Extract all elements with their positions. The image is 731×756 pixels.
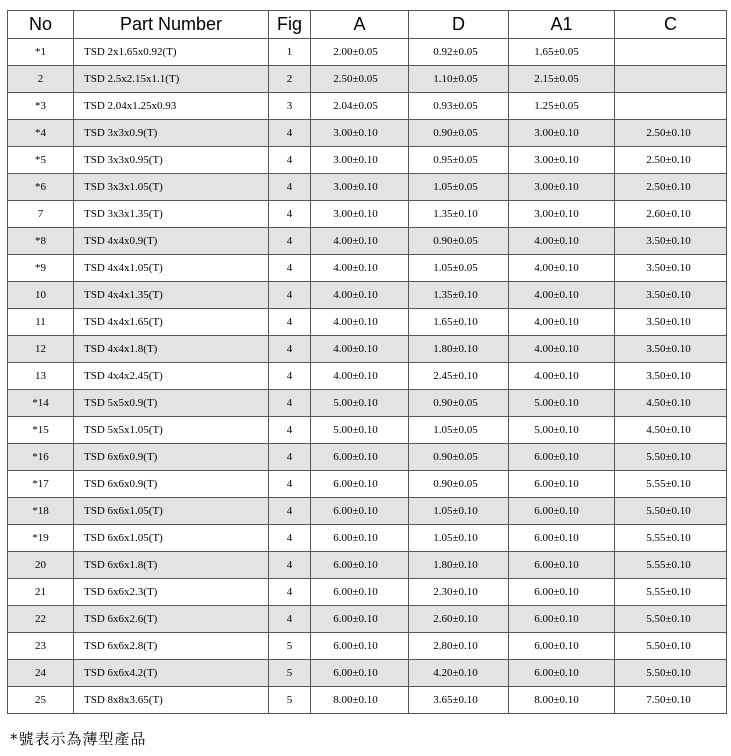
cell-fig: 4 xyxy=(269,417,311,444)
cell-a: 6.00±0.10 xyxy=(311,498,409,525)
header-no: No xyxy=(8,11,74,39)
cell-d: 0.92±0.05 xyxy=(409,39,509,66)
cell-a: 5.00±0.10 xyxy=(311,390,409,417)
cell-a: 4.00±0.10 xyxy=(311,363,409,390)
cell-part-number: TSD 4x4x2.45(T) xyxy=(74,363,269,390)
cell-c: 7.50±0.10 xyxy=(615,687,727,714)
cell-c: 4.50±0.10 xyxy=(615,417,727,444)
cell-no: *15 xyxy=(8,417,74,444)
cell-fig: 4 xyxy=(269,471,311,498)
cell-no: *17 xyxy=(8,471,74,498)
header-fig: Fig xyxy=(269,11,311,39)
table-row xyxy=(8,606,727,633)
cell-c xyxy=(615,66,727,93)
cell-c: 5.50±0.10 xyxy=(615,660,727,687)
cell-a1: 1.65±0.05 xyxy=(509,39,615,66)
table-header xyxy=(8,11,727,39)
table-row xyxy=(8,552,727,579)
cell-d: 0.93±0.05 xyxy=(409,93,509,120)
header-d: D xyxy=(409,11,509,39)
spec-table xyxy=(7,10,727,714)
cell-d: 0.90±0.05 xyxy=(409,390,509,417)
cell-d: 2.30±0.10 xyxy=(409,579,509,606)
cell-no: 11 xyxy=(8,309,74,336)
cell-a: 2.04±0.05 xyxy=(311,93,409,120)
table-row xyxy=(8,579,727,606)
cell-fig: 5 xyxy=(269,633,311,660)
cell-d: 1.05±0.10 xyxy=(409,498,509,525)
cell-fig: 5 xyxy=(269,660,311,687)
cell-a1: 4.00±0.10 xyxy=(509,255,615,282)
table-row xyxy=(8,390,727,417)
cell-c: 3.50±0.10 xyxy=(615,309,727,336)
header-a1: A1 xyxy=(509,11,615,39)
cell-no: 25 xyxy=(8,687,74,714)
table-row xyxy=(8,39,727,66)
cell-fig: 4 xyxy=(269,228,311,255)
cell-c: 5.55±0.10 xyxy=(615,579,727,606)
cell-d: 2.45±0.10 xyxy=(409,363,509,390)
cell-part-number: TSD 4x4x1.65(T) xyxy=(74,309,269,336)
cell-c: 3.50±0.10 xyxy=(615,363,727,390)
cell-a: 4.00±0.10 xyxy=(311,255,409,282)
cell-a1: 3.00±0.10 xyxy=(509,174,615,201)
cell-fig: 4 xyxy=(269,201,311,228)
cell-a: 6.00±0.10 xyxy=(311,606,409,633)
table-row xyxy=(8,498,727,525)
table-row xyxy=(8,66,727,93)
cell-d: 0.90±0.05 xyxy=(409,120,509,147)
cell-part-number: TSD 4x4x1.35(T) xyxy=(74,282,269,309)
cell-part-number: TSD 6x6x4.2(T) xyxy=(74,660,269,687)
cell-c: 2.60±0.10 xyxy=(615,201,727,228)
header-c: C xyxy=(615,11,727,39)
cell-a: 5.00±0.10 xyxy=(311,417,409,444)
cell-d: 1.80±0.10 xyxy=(409,336,509,363)
cell-a1: 6.00±0.10 xyxy=(509,525,615,552)
cell-no: *9 xyxy=(8,255,74,282)
cell-a1: 1.25±0.05 xyxy=(509,93,615,120)
cell-fig: 2 xyxy=(269,66,311,93)
cell-fig: 4 xyxy=(269,552,311,579)
cell-a1: 8.00±0.10 xyxy=(509,687,615,714)
cell-part-number: TSD 6x6x2.8(T) xyxy=(74,633,269,660)
cell-part-number: TSD 6x6x0.9(T) xyxy=(74,444,269,471)
cell-part-number: TSD 5x5x1.05(T) xyxy=(74,417,269,444)
table-body xyxy=(8,39,727,714)
table-row xyxy=(8,363,727,390)
cell-c: 5.50±0.10 xyxy=(615,498,727,525)
table-row xyxy=(8,282,727,309)
cell-fig: 4 xyxy=(269,363,311,390)
cell-a1: 4.00±0.10 xyxy=(509,282,615,309)
cell-fig: 4 xyxy=(269,255,311,282)
table-row xyxy=(8,309,727,336)
cell-d: 1.05±0.05 xyxy=(409,255,509,282)
cell-d: 0.90±0.05 xyxy=(409,471,509,498)
cell-no: *5 xyxy=(8,147,74,174)
cell-fig: 4 xyxy=(269,498,311,525)
cell-a: 6.00±0.10 xyxy=(311,525,409,552)
table-row xyxy=(8,687,727,714)
cell-part-number: TSD 8x8x3.65(T) xyxy=(74,687,269,714)
cell-c: 2.50±0.10 xyxy=(615,120,727,147)
cell-a1: 3.00±0.10 xyxy=(509,201,615,228)
cell-part-number: TSD 5x5x0.9(T) xyxy=(74,390,269,417)
cell-no: 2 xyxy=(8,66,74,93)
cell-a1: 4.00±0.10 xyxy=(509,363,615,390)
cell-c xyxy=(615,93,727,120)
cell-c: 2.50±0.10 xyxy=(615,174,727,201)
table-row xyxy=(8,147,727,174)
cell-a: 4.00±0.10 xyxy=(311,309,409,336)
cell-fig: 4 xyxy=(269,336,311,363)
cell-d: 1.10±0.05 xyxy=(409,66,509,93)
header-part-number: Part Number xyxy=(74,11,269,39)
cell-no: *18 xyxy=(8,498,74,525)
cell-c: 5.55±0.10 xyxy=(615,471,727,498)
table-row xyxy=(8,93,727,120)
cell-no: *6 xyxy=(8,174,74,201)
cell-part-number: TSD 3x3x0.95(T) xyxy=(74,147,269,174)
table-row xyxy=(8,633,727,660)
cell-part-number: TSD 6x6x0.9(T) xyxy=(74,471,269,498)
cell-part-number: TSD 2x1.65x0.92(T) xyxy=(74,39,269,66)
cell-d: 0.90±0.05 xyxy=(409,444,509,471)
cell-part-number: TSD 3x3x1.05(T) xyxy=(74,174,269,201)
cell-fig: 4 xyxy=(269,606,311,633)
cell-d: 1.80±0.10 xyxy=(409,552,509,579)
cell-a: 3.00±0.10 xyxy=(311,174,409,201)
cell-a1: 6.00±0.10 xyxy=(509,471,615,498)
cell-c: 3.50±0.10 xyxy=(615,228,727,255)
cell-no: 22 xyxy=(8,606,74,633)
cell-part-number: TSD 3x3x0.9(T) xyxy=(74,120,269,147)
cell-no: *16 xyxy=(8,444,74,471)
cell-a: 6.00±0.10 xyxy=(311,579,409,606)
cell-a: 6.00±0.10 xyxy=(311,444,409,471)
cell-a1: 5.00±0.10 xyxy=(509,390,615,417)
cell-no: 21 xyxy=(8,579,74,606)
cell-a: 3.00±0.10 xyxy=(311,201,409,228)
cell-d: 1.05±0.10 xyxy=(409,525,509,552)
cell-c: 4.50±0.10 xyxy=(615,390,727,417)
cell-a1: 6.00±0.10 xyxy=(509,444,615,471)
cell-a1: 6.00±0.10 xyxy=(509,606,615,633)
table-row xyxy=(8,174,727,201)
cell-no: *3 xyxy=(8,93,74,120)
cell-d: 1.65±0.10 xyxy=(409,309,509,336)
cell-c xyxy=(615,39,727,66)
cell-no: 20 xyxy=(8,552,74,579)
cell-no: *1 xyxy=(8,39,74,66)
cell-a1: 6.00±0.10 xyxy=(509,660,615,687)
cell-d: 3.65±0.10 xyxy=(409,687,509,714)
cell-part-number: TSD 6x6x1.05(T) xyxy=(74,525,269,552)
cell-no: *19 xyxy=(8,525,74,552)
cell-a: 3.00±0.10 xyxy=(311,120,409,147)
table-row xyxy=(8,417,727,444)
cell-c: 5.55±0.10 xyxy=(615,525,727,552)
cell-a1: 2.15±0.05 xyxy=(509,66,615,93)
cell-no: 13 xyxy=(8,363,74,390)
cell-d: 1.35±0.10 xyxy=(409,201,509,228)
cell-no: 12 xyxy=(8,336,74,363)
cell-no: *14 xyxy=(8,390,74,417)
table-row xyxy=(8,444,727,471)
table-row xyxy=(8,471,727,498)
cell-d: 2.80±0.10 xyxy=(409,633,509,660)
cell-d: 0.90±0.05 xyxy=(409,228,509,255)
cell-part-number: TSD 6x6x1.05(T) xyxy=(74,498,269,525)
cell-fig: 4 xyxy=(269,174,311,201)
cell-fig: 4 xyxy=(269,309,311,336)
cell-d: 1.05±0.05 xyxy=(409,417,509,444)
cell-a1: 4.00±0.10 xyxy=(509,309,615,336)
cell-a1: 6.00±0.10 xyxy=(509,552,615,579)
cell-a: 8.00±0.10 xyxy=(311,687,409,714)
cell-a1: 6.00±0.10 xyxy=(509,498,615,525)
cell-no: 7 xyxy=(8,201,74,228)
cell-a: 6.00±0.10 xyxy=(311,633,409,660)
cell-no: 10 xyxy=(8,282,74,309)
cell-no: *8 xyxy=(8,228,74,255)
cell-c: 5.50±0.10 xyxy=(615,606,727,633)
cell-part-number: TSD 3x3x1.35(T) xyxy=(74,201,269,228)
cell-a1: 4.00±0.10 xyxy=(509,336,615,363)
cell-no: 23 xyxy=(8,633,74,660)
cell-a1: 4.00±0.10 xyxy=(509,228,615,255)
cell-a: 6.00±0.10 xyxy=(311,471,409,498)
cell-fig: 3 xyxy=(269,93,311,120)
cell-fig: 4 xyxy=(269,579,311,606)
cell-c: 5.50±0.10 xyxy=(615,444,727,471)
cell-a1: 6.00±0.10 xyxy=(509,579,615,606)
table-row xyxy=(8,228,727,255)
cell-fig: 4 xyxy=(269,444,311,471)
cell-d: 4.20±0.10 xyxy=(409,660,509,687)
cell-no: *4 xyxy=(8,120,74,147)
cell-c: 2.50±0.10 xyxy=(615,147,727,174)
cell-part-number: TSD 6x6x2.3(T) xyxy=(74,579,269,606)
table-row xyxy=(8,255,727,282)
table-row xyxy=(8,660,727,687)
cell-fig: 4 xyxy=(269,390,311,417)
cell-a1: 3.00±0.10 xyxy=(509,120,615,147)
cell-a: 6.00±0.10 xyxy=(311,552,409,579)
cell-a: 2.50±0.05 xyxy=(311,66,409,93)
cell-a: 2.00±0.05 xyxy=(311,39,409,66)
cell-c: 5.50±0.10 xyxy=(615,633,727,660)
table-row xyxy=(8,336,727,363)
table-row xyxy=(8,525,727,552)
cell-part-number: TSD 4x4x1.05(T) xyxy=(74,255,269,282)
cell-part-number: TSD 6x6x2.6(T) xyxy=(74,606,269,633)
cell-a: 6.00±0.10 xyxy=(311,660,409,687)
cell-part-number: TSD 4x4x0.9(T) xyxy=(74,228,269,255)
cell-a1: 5.00±0.10 xyxy=(509,417,615,444)
cell-a1: 3.00±0.10 xyxy=(509,147,615,174)
cell-part-number: TSD 2.5x2.15x1.1(T) xyxy=(74,66,269,93)
cell-fig: 4 xyxy=(269,147,311,174)
table-row xyxy=(8,120,727,147)
table-row xyxy=(8,201,727,228)
cell-fig: 5 xyxy=(269,687,311,714)
cell-fig: 4 xyxy=(269,525,311,552)
cell-a: 3.00±0.10 xyxy=(311,147,409,174)
cell-d: 2.60±0.10 xyxy=(409,606,509,633)
cell-part-number: TSD 6x6x1.8(T) xyxy=(74,552,269,579)
cell-a1: 6.00±0.10 xyxy=(509,633,615,660)
cell-part-number: TSD 2.04x1.25x0.93 xyxy=(74,93,269,120)
header-a: A xyxy=(311,11,409,39)
cell-d: 1.35±0.10 xyxy=(409,282,509,309)
cell-c: 3.50±0.10 xyxy=(615,336,727,363)
cell-fig: 4 xyxy=(269,120,311,147)
cell-part-number: TSD 4x4x1.8(T) xyxy=(74,336,269,363)
cell-c: 3.50±0.10 xyxy=(615,282,727,309)
cell-no: 24 xyxy=(8,660,74,687)
cell-a: 4.00±0.10 xyxy=(311,336,409,363)
cell-fig: 1 xyxy=(269,39,311,66)
header-row xyxy=(8,11,727,39)
cell-fig: 4 xyxy=(269,282,311,309)
cell-a: 4.00±0.10 xyxy=(311,228,409,255)
footnote: *號表示為薄型產品 xyxy=(10,730,147,748)
cell-c: 5.55±0.10 xyxy=(615,552,727,579)
cell-a: 4.00±0.10 xyxy=(311,282,409,309)
cell-c: 3.50±0.10 xyxy=(615,255,727,282)
cell-d: 0.95±0.05 xyxy=(409,147,509,174)
cell-d: 1.05±0.05 xyxy=(409,174,509,201)
